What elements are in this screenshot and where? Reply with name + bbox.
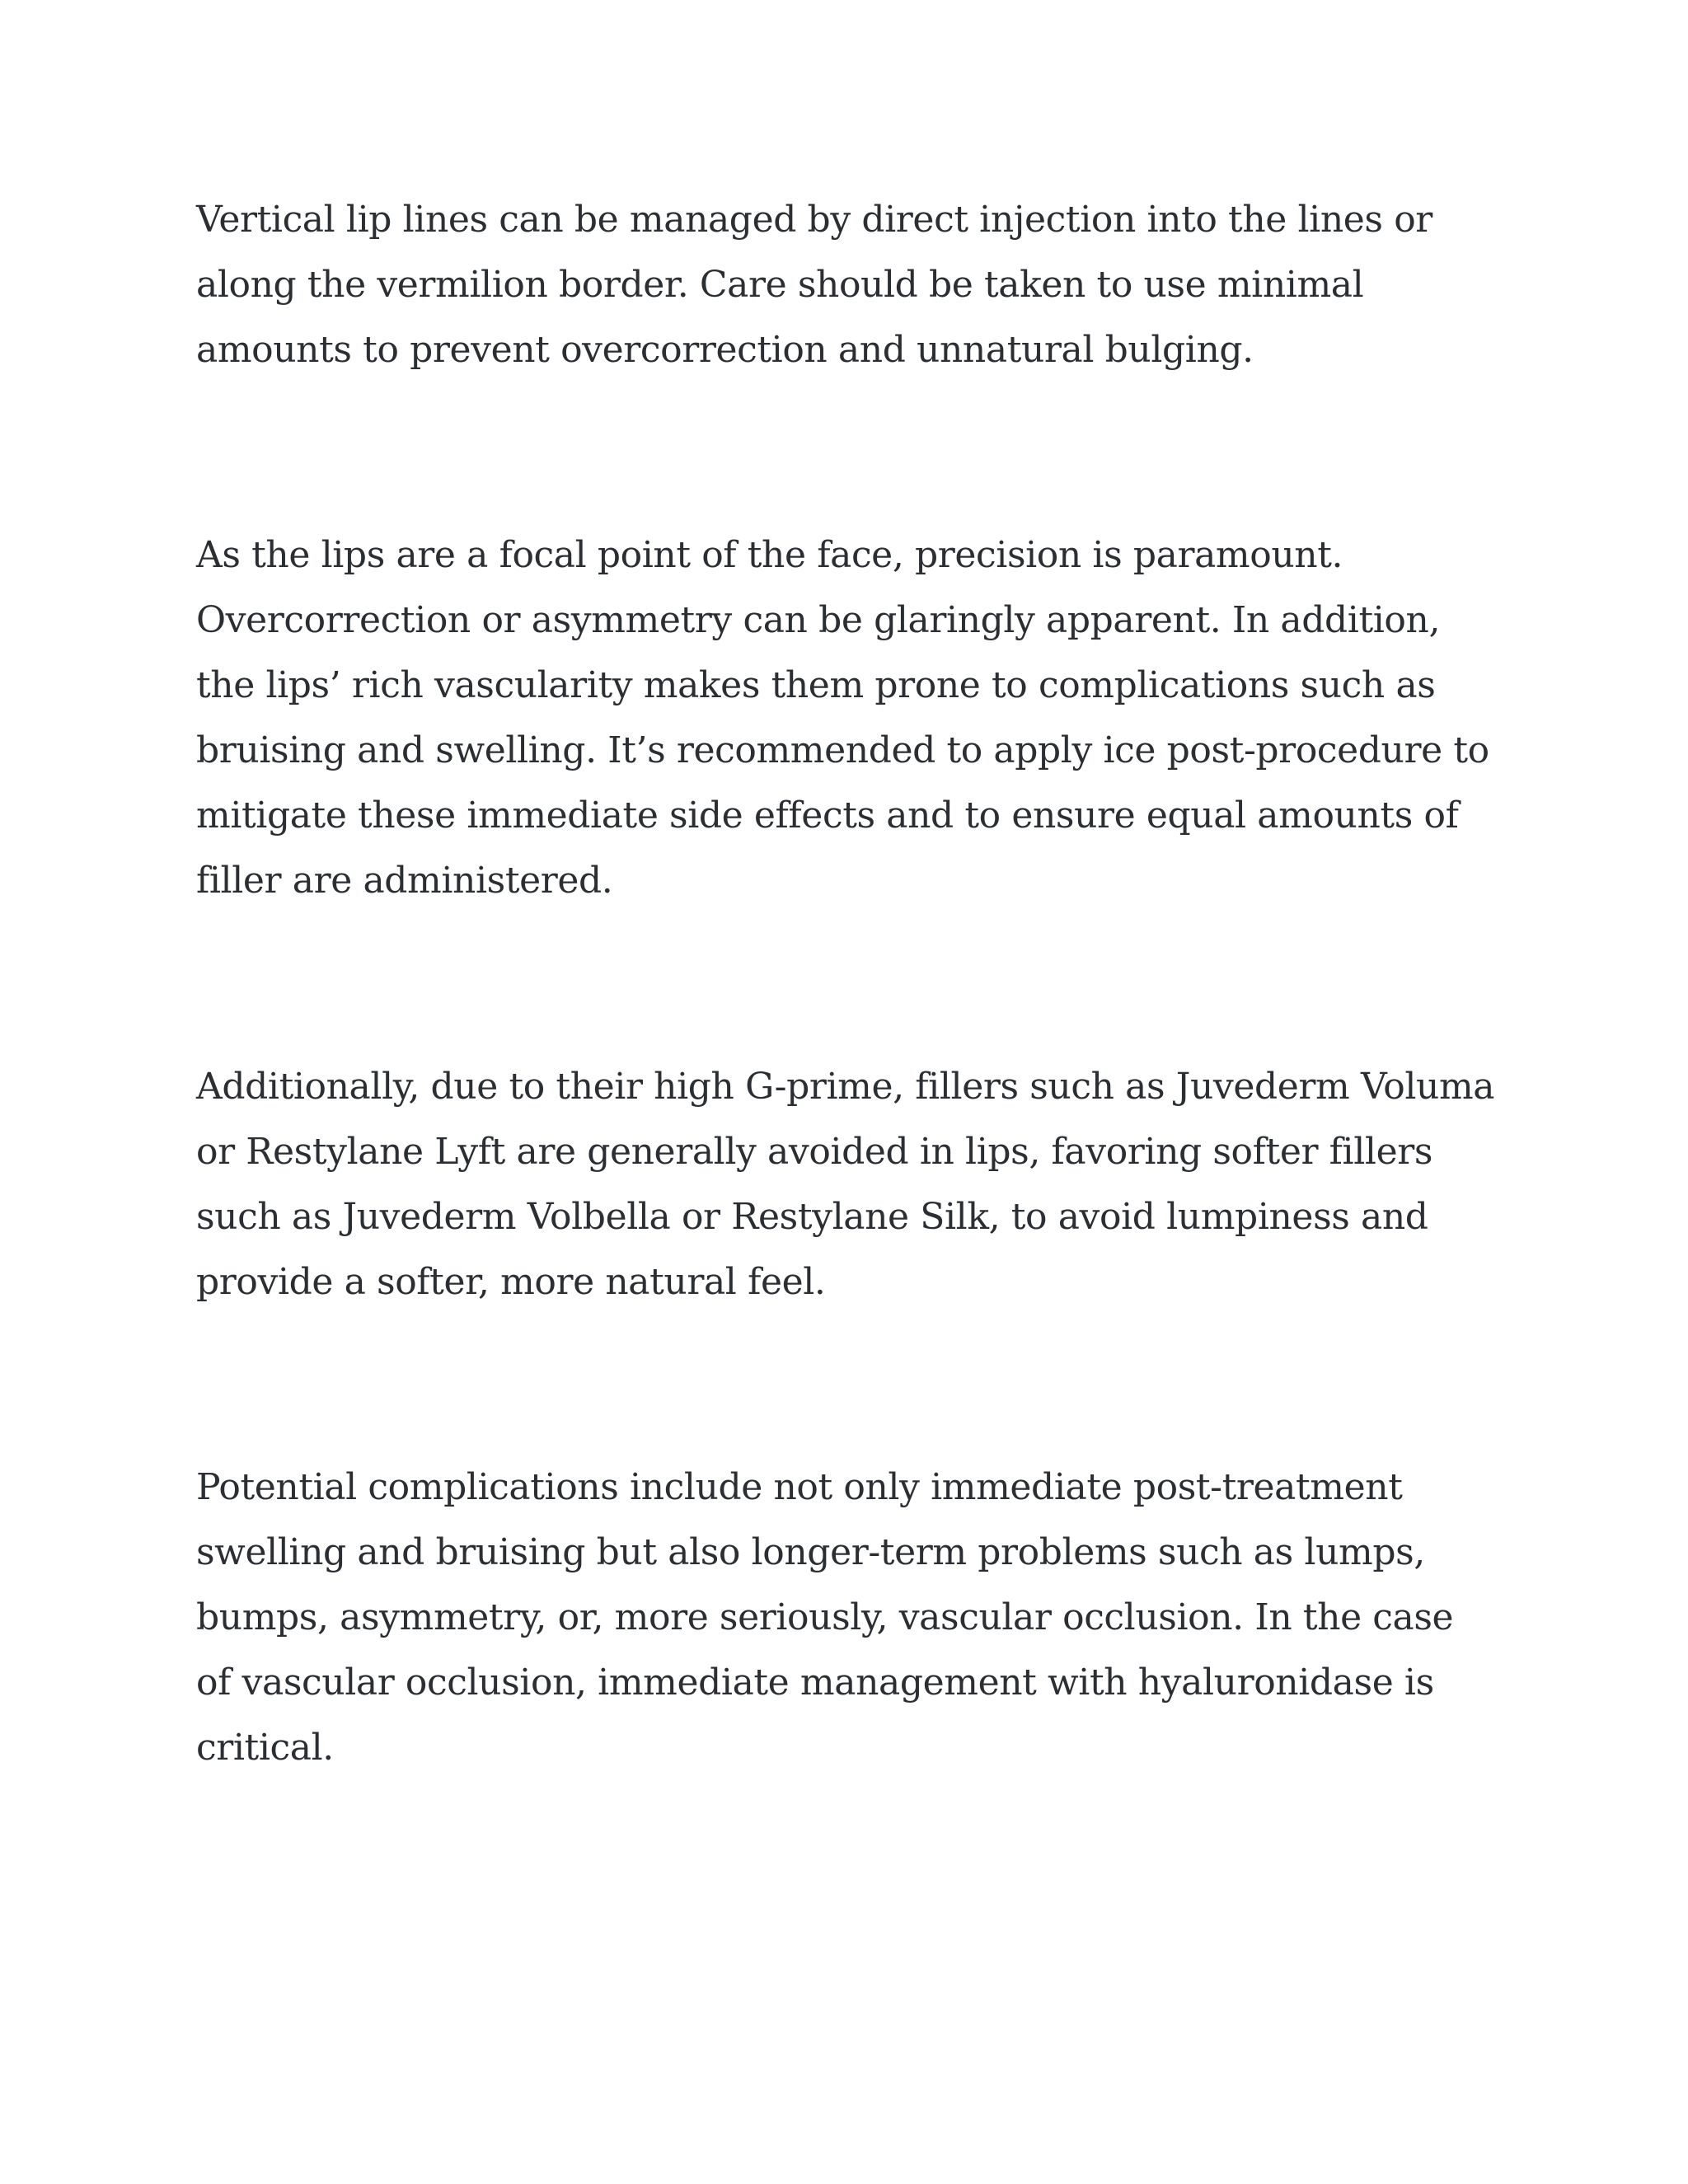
paragraph-filler-choice: Additionally, due to their high G-prime, fillers such as Juvederm Voluma or Restylane Lyft are generally avoided in lips, favoring softer fillers such as Juvederm Volbella or Restylane Silk, to avoid lumpiness and provide a softer, more natural feel. — [196, 1066, 1495, 1303]
paragraph-vertical-lip-lines: Vertical lip lines can be managed by direct injection into the lines or along the vermilion border. Care should be taken to use minimal amounts to prevent overcorrection and unnatural bulging. — [196, 199, 1432, 371]
paragraph-complications: Potential complications include not only immediate post-treatment swelling and bruising but also longer-term problems such as lumps, bumps, asymmetry, or, more seriously, vascular occlusion. In the case of vascular occlusion, immediate management with hyaluronidase is critical. — [196, 1466, 1454, 1769]
paragraph-lip-precision: As the lips are a focal point of the face, precision is paramount. Overcorrection or asymmetry can be glaringly apparent. In addition, the lips’ rich vascularity makes them prone to complications such as bruising and swelling. It’s recommended to apply ice post-procedure to mitigate these immediate side effects and to ensure equal amounts of filler are administered. — [196, 534, 1489, 902]
